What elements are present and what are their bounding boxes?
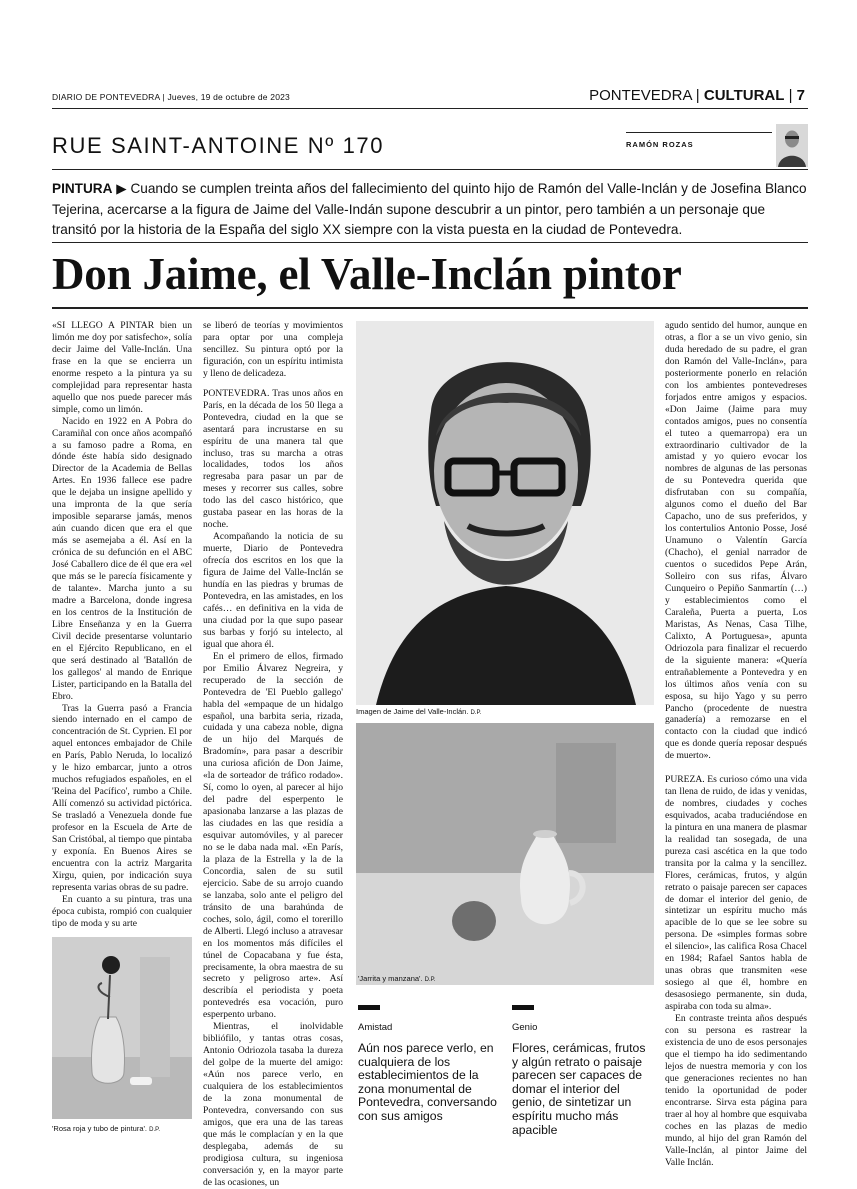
paragraph: En el primero de ellos, firmado por Emilio Álvarez Negreira, y recuperado de la sección de Pontevedra de 'El Pueblo gallego' habla del «empaque de un hidalgo español, una barbita seria, rizada, cuidada y una cabeza noble, digna de un hijo del Marqués de Bradomín», para pasar a describir una curiosa afición de Don Jaime, «la de sorteador de tráfico rodado». Sí, como lo oyen, al parecer al hijo del padre del esperpento le apasionaba lanzarse a las plazas de las ciudades en las que residía a esquivar automóviles, y al parecer no se le daba nada mal. «En París, la plaza de la Estrella y la de la Concordia, salen de su sutil ejercicio. Sabe de su arrojo cuando se lanzaba, solo ante el peligro del tránsito de una barahúnda de coches, solo, ágil, como el torerillo de Alberti. Llegó incluso a atravesar en los momentos más difíciles el túnel de Copacabana y fue ésta, precisamente, la obra maestra de su secreto y peligroso arte». Así describía el periodista y poeta pontevedrés esa vocación, puro esperpento urbano. xyxy=(203,650,343,1021)
body-column-2 xyxy=(203,320,343,1189)
paragraph: Tras la Guerra pasó a Francia siendo internado en el campo de concentración de St. Cyprien. El por aquel entonces embajador de Chile en París, Pablo Neruda, lo localizó y le hizo embarcar, junto a otros muchos refugiados españoles, en el 'Reina del Pacífico', rumbo a Chile. Allí comenzó su actividad pictórica. Se trasladó a Venezuela donde fue profesor en la Escuela de Arte de San Cristóbal, al tiempo que pintaba y exponía. En Buenos Aires se encuentra con la actriz Margarita Xirgu, quien, por indicación suya representa varias obras de su padre. xyxy=(52,702,192,893)
author-portrait-icon xyxy=(776,124,808,167)
pullquote-bar xyxy=(512,1005,534,1010)
body-column-4 xyxy=(665,320,807,762)
portrait-photo xyxy=(356,321,654,705)
pullquote-bar xyxy=(358,1005,380,1010)
arrow-icon: ▶ xyxy=(116,181,127,196)
pullquote-amistad xyxy=(358,1005,500,1124)
rose-caption xyxy=(52,1124,160,1133)
pullquote-genio xyxy=(512,1005,654,1137)
paragraph: Acompañando la noticia de su muerte, Diario de Pontevedra ofrecía dos escritos en los que la figura de Jaime del Valle-Inclán se hundía en las piedras y brumas de Pontevedra, en las amistades, en los cafés… en definitiva en la vida de una ciudad por la que supo pasear sus barbas y forjó su intelecto, al igual que ahora él. xyxy=(203,531,343,650)
photo-credit: D.P. xyxy=(149,1127,161,1133)
still-life-caption xyxy=(358,974,436,983)
caption-text: 'Jarrita y manzana'. xyxy=(358,974,423,983)
photo-credit: D.P. xyxy=(470,710,482,716)
author-name: RAMÓN ROZAS xyxy=(626,140,694,149)
still-life-photo xyxy=(356,723,654,985)
author-avatar xyxy=(776,124,808,167)
header-rule xyxy=(52,108,808,109)
title-rule xyxy=(52,169,808,170)
body-column-4-continued xyxy=(665,774,807,1168)
portrait-image-icon xyxy=(356,321,654,705)
still-life-image-icon xyxy=(356,723,654,985)
paragraph: Mientras, el inolvidable bibliófilo, y tantas otras cosas, Antonio Odriozola tasaba la dureza del golpe de la muerte del amigo: «Aún nos parece verlo, en cualquiera de los establecimientos de la zona monumental de Pontevedra, conversando con sus amigos, que era una de las tareas que más le complacían y en la que desplegaba, además de su prodigiosa cultura, su ingeniosa conversación y, en la mayor parte de las ocasiones, un xyxy=(203,1021,343,1188)
column-title: RUE SAINT-ANTOINE Nº 170 xyxy=(52,133,385,158)
pullquote-title: Amistad xyxy=(358,1022,393,1033)
photo-credit: D.P. xyxy=(424,977,436,983)
section-header: PONTEVEDRA | CULTURAL | 7 xyxy=(589,87,805,104)
portrait-caption xyxy=(356,707,481,716)
newspaper-name: DIARIO DE PONTEVEDRA xyxy=(52,92,160,102)
author-rule xyxy=(626,132,772,133)
headline-rule xyxy=(52,307,808,309)
paragraph: PUREZA. Es curioso cómo una vida tan llena de ruido, de idas y venidas, de nombres, ciudades y coches esquivados, acaba traduciéndose en la pintura en una manera de plasmar la realidad tan sosegada, de una pureza casi ascética en la que todo transita por la calma y la sencillez. Flores, cerámicas, frutos, y algún retrato o paisaje parecen ser capaces de domar el interior del genio, de sintetizar un espíritu mucho más apacible de lo que se lee sobre su persona. De «simples formas sobre el silencio», las califica Rosa Chacel en 1984; Rafael Santos habla de unas obras que transmiten «ese sosiego al que él, hombre en desasosiego permanente, sin duda, aspiraba con toda su alma». xyxy=(665,774,807,1013)
paragraph: En cuanto a su pintura, tras una época cubista, rompió con cualquier tipo de moda y su arte xyxy=(52,893,192,929)
lead-paragraph xyxy=(52,179,808,241)
section-name: CULTURAL xyxy=(703,87,785,104)
paragraph: agudo sentido del humor, aunque en otras, a flor a se un vivo genio, sin duda heredado de su padre, el gran don Ramón del Valle-Inclán», para posteriormente ponerlo en relación con los ambientes pontevedreses forjados entre amigos y espacios. «Don Jaime (Jaime para muy contados amigos, pues no consentía el tuteo a quemarropa) era un extraordinario cultivador de la amistad y yo quiero evocar los nombres de algunas de las personas de su Pontevedra querida que disfrutaban con su compañía, algunos como el dueño del Bar Capacho, uno de sus preferidos, y los contertulios Antonio Posse, José Unamuno o Valentín García (Chacho), el genial narrador de cuentos o sucedidos Pepe Arán, Solleiro con sus rifas, Álvaro Cunqueiro o Pepiño Sanmartín (…) y establecimientos como el Caraleña, Puerta a puerta, Los Maristas, As Nenas, Casa Tilhe, Calixto, A Portuguesa», apunta Odriozola para finalizar el recuerdo de la siguiente manera: «Quería entrañablemente a Pontevedra y en los últimos años venía con su esposa, su hijo Yago y su perro Pancho (procedente de nuestra ganadería) a remozarse en el contacto con la ciudad que indicó que es donde quería reposar después de muerto». xyxy=(665,320,807,762)
rose-photo xyxy=(52,937,192,1119)
paragraph: se liberó de teorías y movimientos para optar por una compleja sencillez. Su pintura optó por la figuración, con un espíritu intimista y lleno de delicadeza. xyxy=(203,320,343,379)
paragraph: PONTEVEDRA. Tras unos años en París, en la década de los 50 llega a Pontevedra, ciudad en la que se asentará para incrustarse en su espíritu de una manera tal que incluso, tras su marcha a otras localidades, todos los años regresaba para pasar un par de meses y recorrer sus calles, sobre todo las del casco histórico, que gustaba pasear en las horas de la noche. xyxy=(203,387,343,531)
rose-image-icon xyxy=(52,937,192,1119)
section-place: PONTEVEDRA xyxy=(589,87,692,104)
caption-text: 'Rosa roja y tubo de pintura'. xyxy=(52,1124,148,1133)
page-number: 7 xyxy=(796,87,805,104)
paragraph: «SI LLEGO A PINTAR bien un limón me doy por satisfecho», solía decir Jaime del Valle-Inclán. Una frase en la que se encierra un enorme respeto a la pintura ya su complejidad para representar hasta aquello que nos puede parecer más simple, como un limón. xyxy=(52,320,192,415)
pullquote-text: Aún nos parece verlo, en cualquiera de los establecimientos de la zona monumental de Pontevedra, conversando con sus amigos xyxy=(358,1041,497,1123)
paragraph: Nacido en 1922 en A Pobra do Caramiñal con once años acompañó a su famoso padre a Roma, en dónde éste había sido designado Director de la Academia de Bellas Artes. En 1936 fallece ese padre que le dejaba un insigne apellido y una impronta de la que sería imposible separarse jamás, menos aún cuando dicen que era el que más se asemejaba a él. Así en la crónica de su defunción en el ABC José Caballero dice de él que era «el que más se le parecía físicamente y de talante». Marcha junto a su madre a Barcelona, donde ingresa en los centros de la Institución de Libre Enseñanza y en la Guerra Civil decide presentarse voluntario en el Ejército Republicano, en el que será destinado al 'Batallón de los gallegos' al mando de Enrique Lister, participando en la Batalla del Ebro. xyxy=(52,415,192,702)
pullquote-title: Genio xyxy=(512,1022,538,1033)
pullquote-text: Flores, cerámicas, frutos y algún retrato o paisaje parecen ser capaces de domar el interior del genio, de sintetizar un espíritu mucho más apacible xyxy=(512,1041,646,1137)
lead-tag: PINTURA xyxy=(52,181,113,196)
lead-rule xyxy=(52,242,808,243)
paragraph: En contraste treinta años después con su persona es rastrear la existencia de uno de esos personajes que el tiempo ha ido sedimentando lejos de nuestra memoria y con los que generaciones recientes no han tenido la oportunidad de poder encontrarse. Sirva esta página para traer al hoy al hombre que esquivaba coches en las plazas de medio mundo, al hijo del gran Ramón del Valle-Inclán, al pintor Jaime del Valle Inclán. xyxy=(665,1013,807,1168)
issue-date: Jueves, 19 de octubre de 2023 xyxy=(167,92,290,102)
caption-text: Imagen de Jaime del Valle-Inclán. xyxy=(356,707,469,716)
newspaper-masthead: DIARIO DE PONTEVEDRA | Jueves, 19 de octubre de 2023 xyxy=(52,92,290,102)
body-column-1 xyxy=(52,320,192,930)
headline: Don Jaime, el Valle-Inclán pintor xyxy=(52,249,682,299)
lead-text: Cuando se cumplen treinta años del fallecimiento del quinto hijo de Ramón del Valle-Inclán y de Josefina Blanco Tejerina, acercarse a la figura de Jaime del Valle-Indán supone descubrir a un pintor, pero también a un personaje que transitó por la historia de la España del siglo XX siempre con la vista puesta en la ciudad de Pontevedra. xyxy=(52,181,807,237)
